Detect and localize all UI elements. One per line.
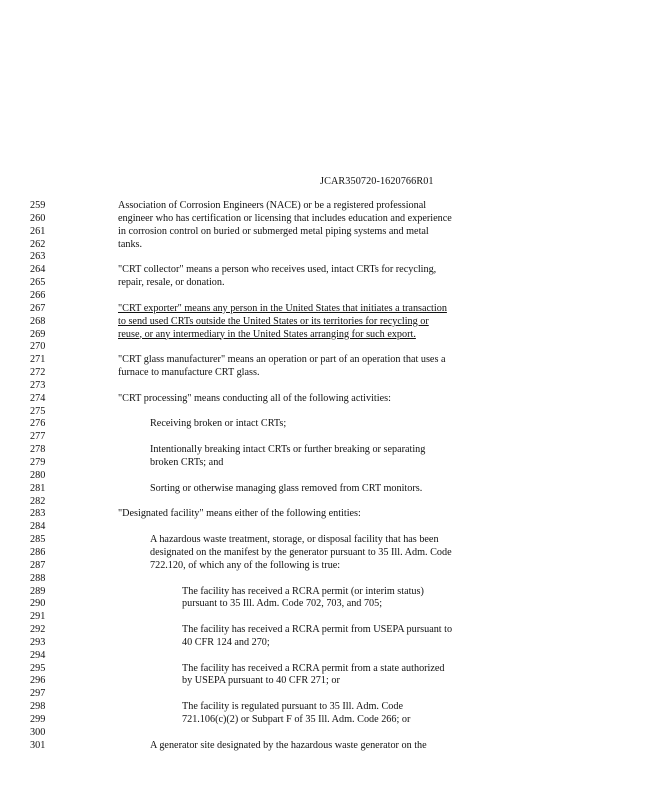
line-text: 721.106(c)(2) or Subpart F of 35 Ill. Adm. Code 266; or (182, 714, 411, 725)
line-text-underlined: "CRT exporter" means any person in the United States that initiates a transaction (118, 302, 447, 314)
line-number: 281 (30, 482, 46, 494)
line-text: The facility has received a RCRA permit from a state authorized (182, 662, 445, 674)
line-number: 291 (30, 611, 46, 623)
line-number: 287 (30, 559, 46, 571)
line-number: 268 (30, 315, 46, 327)
line-number: 290 (30, 598, 46, 610)
line-text: 722.120, of which any of the following is true: (150, 559, 341, 571)
line-number: 271 (30, 354, 46, 366)
line-number: 266 (30, 289, 46, 301)
line-text: Association of Corrosion Engineers (NACE) or be a registered professional (118, 200, 427, 211)
line-text: tanks. (118, 238, 143, 250)
line-number: 276 (30, 418, 46, 430)
line-text: "CRT collector" means a person who receives used, intact CRTs for recycling, (118, 264, 437, 276)
line-number: 296 (30, 675, 46, 687)
line-number: 288 (30, 572, 46, 584)
line-number: 283 (30, 508, 46, 520)
line-text: engineer who has certification or licensing that includes education and experience (118, 212, 452, 224)
line-text: The facility is regulated pursuant to 35 Ill. Adm. Code (182, 701, 403, 713)
line-number: 261 (30, 225, 46, 237)
line-number: 301 (30, 739, 46, 751)
line-number: 280 (30, 469, 46, 481)
line-text: designated on the manifest by the generator pursuant to 35 Ill. Adm. Code (150, 546, 452, 558)
line-text: "CRT processing" means conducting all of the following activities: (118, 392, 391, 404)
line-number: 289 (30, 585, 46, 597)
line-text: Receiving broken or intact CRTs; (150, 418, 287, 430)
line-number: 264 (30, 264, 46, 276)
line-text: Sorting or otherwise managing glass removed from CRT monitors. (150, 482, 423, 494)
document-header-code: JCAR350720-1620766R01 (320, 176, 434, 187)
line-number: 273 (30, 379, 46, 391)
line-text: pursuant to 35 Ill. Adm. Code 702, 703, and 705; (182, 598, 383, 610)
line-number: 285 (30, 534, 46, 546)
line-text: repair, resale, or donation. (118, 277, 225, 289)
line-number: 294 (30, 649, 46, 661)
line-text: in corrosion control on buried or submerged metal piping systems and metal (118, 225, 429, 237)
line-text: The facility has received a RCRA permit from USEPA pursuant to (182, 624, 453, 636)
line-number: 277 (30, 431, 46, 443)
line-number: 279 (30, 457, 46, 468)
line-number: 293 (30, 636, 46, 648)
line-text: "CRT glass manufacturer" means an operation or part of an operation that uses a (118, 354, 446, 366)
line-text: Intentionally breaking intact CRTs or further breaking or separating (150, 444, 426, 456)
line-text: 40 CFR 124 and 270; (182, 636, 270, 648)
line-number: 270 (30, 341, 46, 353)
line-number: 284 (30, 521, 46, 533)
line-text: The facility has received a RCRA permit (or interim status) (182, 585, 424, 597)
line-number: 300 (30, 726, 46, 738)
line-number: 262 (30, 238, 46, 250)
line-number: 275 (30, 405, 46, 417)
line-number: 282 (30, 495, 46, 507)
line-text: A generator site designated by the hazardous waste generator on the (150, 739, 427, 751)
line-number: 297 (30, 688, 46, 700)
line-text-underlined: to send used CRTs outside the United States or its territories for recycling or (118, 315, 429, 327)
line-number: 265 (30, 277, 46, 289)
line-text: "Designated facility" means either of the following entities: (118, 508, 361, 520)
line-number: 292 (30, 624, 46, 636)
line-text: A hazardous waste treatment, storage, or disposal facility that has been (150, 534, 439, 546)
line-text-underlined: reuse, or any intermediary in the United States arranging for such export. (118, 328, 416, 340)
line-number: 269 (30, 328, 46, 340)
line-number: 286 (30, 546, 46, 558)
line-text: furnace to manufacture CRT glass. (118, 367, 260, 379)
line-number: 274 (30, 392, 46, 404)
line-number: 272 (30, 367, 46, 379)
line-number: 278 (30, 444, 46, 456)
line-text: by USEPA pursuant to 40 CFR 271; or (182, 675, 340, 687)
line-number: 267 (30, 302, 46, 314)
line-number: 263 (30, 251, 46, 263)
line-number: 259 (30, 200, 46, 211)
line-number: 295 (30, 662, 46, 674)
line-number: 260 (30, 212, 46, 224)
line-number: 298 (30, 701, 46, 713)
line-text: broken CRTs; and (150, 457, 224, 468)
line-number: 299 (30, 714, 46, 725)
